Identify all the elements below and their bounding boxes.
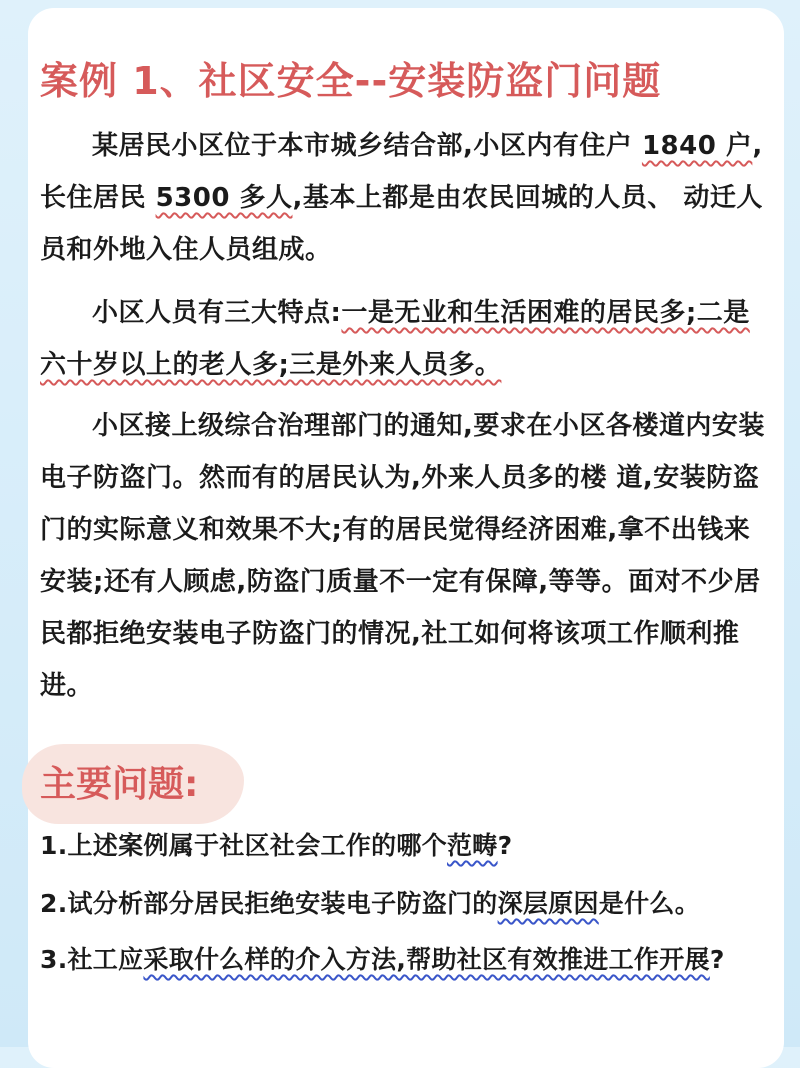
p2-text-a: 小区人员有三大特点: bbox=[92, 298, 342, 328]
q2-highlight: 深层原因 bbox=[497, 889, 599, 918]
q3-text-a: 3.社工应 bbox=[40, 945, 144, 974]
residents-highlight: 5300 多人 bbox=[155, 183, 293, 213]
paragraph-background bbox=[40, 120, 766, 276]
p1-text-e: ,基本上都是由农民回城的人员、 动迁人员和外地入住人员组成。 bbox=[40, 183, 763, 265]
question-3 bbox=[40, 940, 725, 980]
section-title: 主要问题: bbox=[40, 764, 199, 805]
households-highlight: 1840 户 bbox=[641, 131, 753, 161]
q2-text-a: 2.试分析部分居民拒绝安装电子防盗门的 bbox=[40, 889, 498, 918]
features-highlight: 一是无业和生活困难的居民多;二是六十岁以上的老人多;三是外来人员多。 bbox=[40, 298, 750, 380]
q1-text-c: ? bbox=[497, 831, 513, 860]
paragraph-situation: 小区接上级综合治理部门的通知,要求在小区各楼道内安装电子防盗门。然而有的居民认为,外来人员多的楼 道,安装防盗门的实际意义和效果不大;有的居民觉得经济困难,拿不出钱来安装;还有人顾虑,防盗门质量不一定有保障,等等。面对不少居民都拒绝安装电子防盗门的情况,社工如何将该项工作顺利推进。 bbox=[40, 411, 765, 701]
case-title: 案例 1、社区安全--安装防盗门问题 bbox=[40, 59, 662, 103]
question-1 bbox=[40, 826, 512, 866]
q3-highlight: 采取什么样的介入方法,帮助社区有效推进工作开展 bbox=[143, 945, 710, 974]
p1-text-c: ,长住居民 bbox=[40, 131, 763, 213]
q3-text-c: ? bbox=[709, 945, 725, 974]
question-2 bbox=[40, 884, 700, 924]
q2-text-c: 是什么。 bbox=[598, 889, 700, 918]
q1-text-a: 1.上述案例属于社区社会工作的哪个 bbox=[40, 831, 447, 860]
p1-text-a: 某居民小区位于本市城乡结合部,小区内有住户 bbox=[92, 131, 642, 161]
paragraph-features bbox=[40, 287, 766, 391]
q1-highlight: 范畴 bbox=[447, 831, 498, 860]
